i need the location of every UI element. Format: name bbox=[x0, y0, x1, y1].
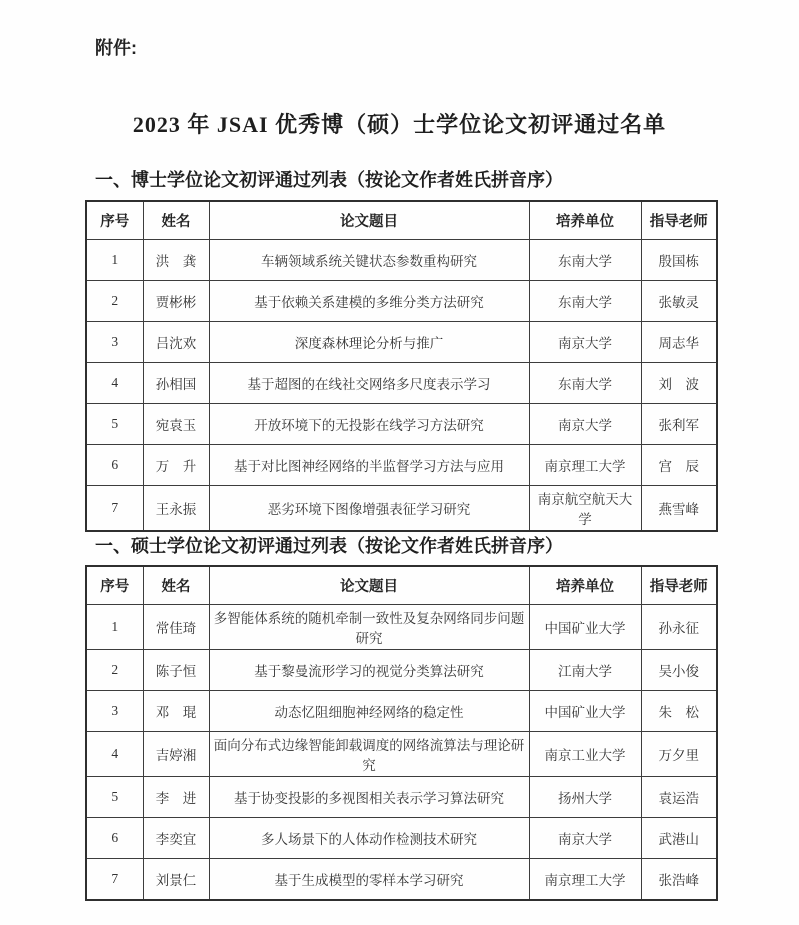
cell-index: 1 bbox=[86, 605, 143, 650]
cell-index: 4 bbox=[86, 732, 143, 777]
cell-university: 南京航空航天大学 bbox=[529, 486, 641, 532]
cell-advisor: 殷国栋 bbox=[641, 240, 717, 281]
cell-thesis-title: 深度森林理论分析与推广 bbox=[209, 322, 529, 363]
cell-university: 东南大学 bbox=[529, 240, 641, 281]
table-row bbox=[86, 691, 717, 732]
cell-index: 7 bbox=[86, 486, 143, 532]
cell-thesis-title: 多智能体系统的随机牵制一致性及复杂网络同步问题研究 bbox=[209, 605, 529, 650]
section-heading-doctoral: 一、博士学位论文初评通过列表（按论文作者姓氏拼音序） bbox=[95, 170, 563, 190]
cell-index: 4 bbox=[86, 363, 143, 404]
cell-name: 王永振 bbox=[143, 486, 209, 532]
cell-university: 东南大学 bbox=[529, 363, 641, 404]
cell-name: 宛袁玉 bbox=[143, 404, 209, 445]
table-row bbox=[86, 777, 717, 818]
table-row bbox=[86, 240, 717, 281]
cell-advisor: 宫 辰 bbox=[641, 445, 717, 486]
cell-index: 5 bbox=[86, 777, 143, 818]
column-header-advisor: 指导老师 bbox=[641, 566, 717, 605]
cell-name: 李 进 bbox=[143, 777, 209, 818]
column-header-university: 培养单位 bbox=[529, 566, 641, 605]
column-header-name: 姓名 bbox=[143, 566, 209, 605]
cell-thesis-title: 开放环境下的无投影在线学习方法研究 bbox=[209, 404, 529, 445]
cell-advisor: 吴小俊 bbox=[641, 650, 717, 691]
cell-name: 孙相国 bbox=[143, 363, 209, 404]
cell-index: 2 bbox=[86, 650, 143, 691]
doctoral-thesis-table bbox=[85, 200, 718, 532]
cell-university: 中国矿业大学 bbox=[529, 605, 641, 650]
table-row bbox=[86, 281, 717, 322]
cell-thesis-title: 车辆领域系统关键状态参数重构研究 bbox=[209, 240, 529, 281]
column-header-index: 序号 bbox=[86, 201, 143, 240]
cell-advisor: 刘 波 bbox=[641, 363, 717, 404]
column-header-title: 论文题目 bbox=[209, 201, 529, 240]
cell-university: 东南大学 bbox=[529, 281, 641, 322]
cell-advisor: 张利军 bbox=[641, 404, 717, 445]
column-header-title: 论文题目 bbox=[209, 566, 529, 605]
cell-university: 江南大学 bbox=[529, 650, 641, 691]
cell-thesis-title: 面向分布式边缘智能卸载调度的网络流算法与理论研究 bbox=[209, 732, 529, 777]
cell-advisor: 孙永征 bbox=[641, 605, 717, 650]
cell-university: 中国矿业大学 bbox=[529, 691, 641, 732]
cell-name: 李奕宜 bbox=[143, 818, 209, 859]
cell-name: 万 升 bbox=[143, 445, 209, 486]
cell-name: 洪 龚 bbox=[143, 240, 209, 281]
cell-thesis-title: 基于对比图神经网络的半监督学习方法与应用 bbox=[209, 445, 529, 486]
cell-name: 吉婷湘 bbox=[143, 732, 209, 777]
cell-thesis-title: 基于依赖关系建模的多维分类方法研究 bbox=[209, 281, 529, 322]
cell-name: 邓 琨 bbox=[143, 691, 209, 732]
cell-university: 南京大学 bbox=[529, 322, 641, 363]
cell-index: 1 bbox=[86, 240, 143, 281]
cell-index: 6 bbox=[86, 818, 143, 859]
cell-thesis-title: 多人场景下的人体动作检测技术研究 bbox=[209, 818, 529, 859]
cell-advisor: 朱 松 bbox=[641, 691, 717, 732]
cell-university: 南京工业大学 bbox=[529, 732, 641, 777]
cell-index: 6 bbox=[86, 445, 143, 486]
table-row bbox=[86, 322, 717, 363]
column-header-university: 培养单位 bbox=[529, 201, 641, 240]
table-row bbox=[86, 486, 717, 532]
table-header-row bbox=[86, 566, 717, 605]
cell-thesis-title: 基于生成模型的零样本学习研究 bbox=[209, 859, 529, 901]
masters-thesis-table bbox=[85, 565, 718, 901]
attachment-label: 附件: bbox=[95, 38, 137, 58]
cell-name: 吕沈欢 bbox=[143, 322, 209, 363]
cell-thesis-title: 恶劣环境下图像增强表征学习研究 bbox=[209, 486, 529, 532]
cell-advisor: 燕雪峰 bbox=[641, 486, 717, 532]
cell-name: 贾彬彬 bbox=[143, 281, 209, 322]
cell-index: 3 bbox=[86, 322, 143, 363]
cell-advisor: 武港山 bbox=[641, 818, 717, 859]
cell-advisor: 万夕里 bbox=[641, 732, 717, 777]
cell-university: 南京大学 bbox=[529, 818, 641, 859]
document-title: 2023 年 JSAI 优秀博（硕）士学位论文初评通过名单 bbox=[132, 112, 667, 137]
section-heading-masters: 一、硕士学位论文初评通过列表（按论文作者姓氏拼音序） bbox=[95, 536, 563, 556]
cell-advisor: 张浩峰 bbox=[641, 859, 717, 901]
cell-thesis-title: 基于超图的在线社交网络多尺度表示学习 bbox=[209, 363, 529, 404]
cell-index: 2 bbox=[86, 281, 143, 322]
table-header-row bbox=[86, 201, 717, 240]
cell-university: 南京大学 bbox=[529, 404, 641, 445]
cell-index: 3 bbox=[86, 691, 143, 732]
cell-thesis-title: 基于黎曼流形学习的视觉分类算法研究 bbox=[209, 650, 529, 691]
table-row bbox=[86, 859, 717, 901]
cell-thesis-title: 基于协变投影的多视图相关表示学习算法研究 bbox=[209, 777, 529, 818]
cell-advisor: 周志华 bbox=[641, 322, 717, 363]
table-row bbox=[86, 445, 717, 486]
column-header-advisor: 指导老师 bbox=[641, 201, 717, 240]
cell-thesis-title: 动态忆阻细胞神经网络的稳定性 bbox=[209, 691, 529, 732]
table-row bbox=[86, 650, 717, 691]
cell-name: 常佳琦 bbox=[143, 605, 209, 650]
table-row bbox=[86, 605, 717, 650]
cell-university: 南京理工大学 bbox=[529, 445, 641, 486]
table-row bbox=[86, 818, 717, 859]
cell-advisor: 袁运浩 bbox=[641, 777, 717, 818]
column-header-name: 姓名 bbox=[143, 201, 209, 240]
cell-university: 南京理工大学 bbox=[529, 859, 641, 901]
table-row bbox=[86, 404, 717, 445]
cell-name: 陈子恒 bbox=[143, 650, 209, 691]
cell-index: 5 bbox=[86, 404, 143, 445]
cell-advisor: 张敏灵 bbox=[641, 281, 717, 322]
table-row bbox=[86, 363, 717, 404]
column-header-index: 序号 bbox=[86, 566, 143, 605]
cell-university: 扬州大学 bbox=[529, 777, 641, 818]
cell-index: 7 bbox=[86, 859, 143, 901]
cell-name: 刘景仁 bbox=[143, 859, 209, 901]
table-row bbox=[86, 732, 717, 777]
